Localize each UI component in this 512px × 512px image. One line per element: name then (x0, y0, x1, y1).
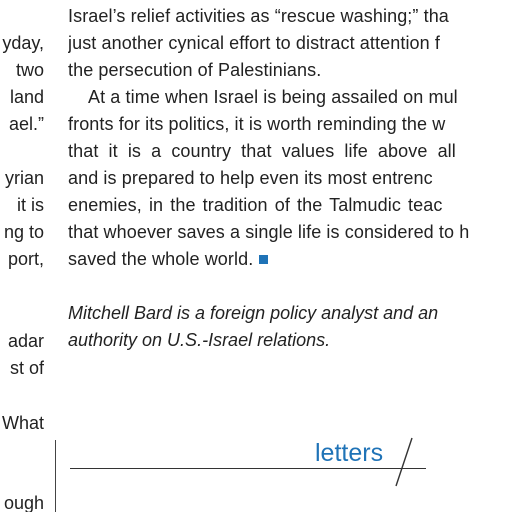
article-line: that whoever saves a single life is considered to h (68, 222, 470, 242)
section-heading: letters (315, 439, 384, 467)
left-column-line: st of (9, 358, 44, 378)
article-line: the persecution of Palestinians. (68, 60, 322, 80)
left-column-line: ael.” (8, 114, 44, 134)
article-line: just another cynical effort to distract attention f (68, 33, 440, 53)
article-line: fronts for its politics, it is worth reminding the w (68, 114, 446, 134)
left-column-line: yday, (2, 33, 44, 53)
left-column-line: it is (17, 195, 44, 215)
article-paragraph-start: At a time when Israel is being assailed on mul (88, 87, 458, 107)
left-column-line: two (15, 60, 44, 80)
end-of-article-square-icon (259, 255, 268, 264)
section-heading-rule (70, 468, 426, 469)
article-last-line (68, 246, 268, 273)
left-column-line: ng to (3, 222, 44, 242)
author-bio-line: authority on U.S.-Israel relations. (68, 330, 331, 350)
article-column (68, 0, 512, 512)
left-column-line: port, (7, 249, 44, 269)
article-line: and is prepared to help even its most entrenc (68, 168, 433, 188)
author-bio-line: Mitchell Bard is a foreign policy analyst and an (68, 303, 439, 323)
left-column-line: yrian (4, 168, 44, 188)
column-divider (55, 440, 56, 512)
article-line: saved the whole world. (68, 249, 254, 269)
left-column-line: land (9, 87, 44, 107)
left-column-line: adar (7, 331, 44, 351)
article-line: Israel’s relief activities as “rescue washing;” tha (68, 6, 449, 26)
article-line: enemies, in the tradition of the Talmudic teac (68, 195, 443, 215)
left-column-line: ough (3, 493, 44, 512)
article-line: that it is a country that values life above all (68, 141, 456, 161)
slash-divider-icon (392, 436, 416, 488)
left-column-fragment (0, 0, 44, 512)
left-column-line: What (1, 413, 44, 433)
